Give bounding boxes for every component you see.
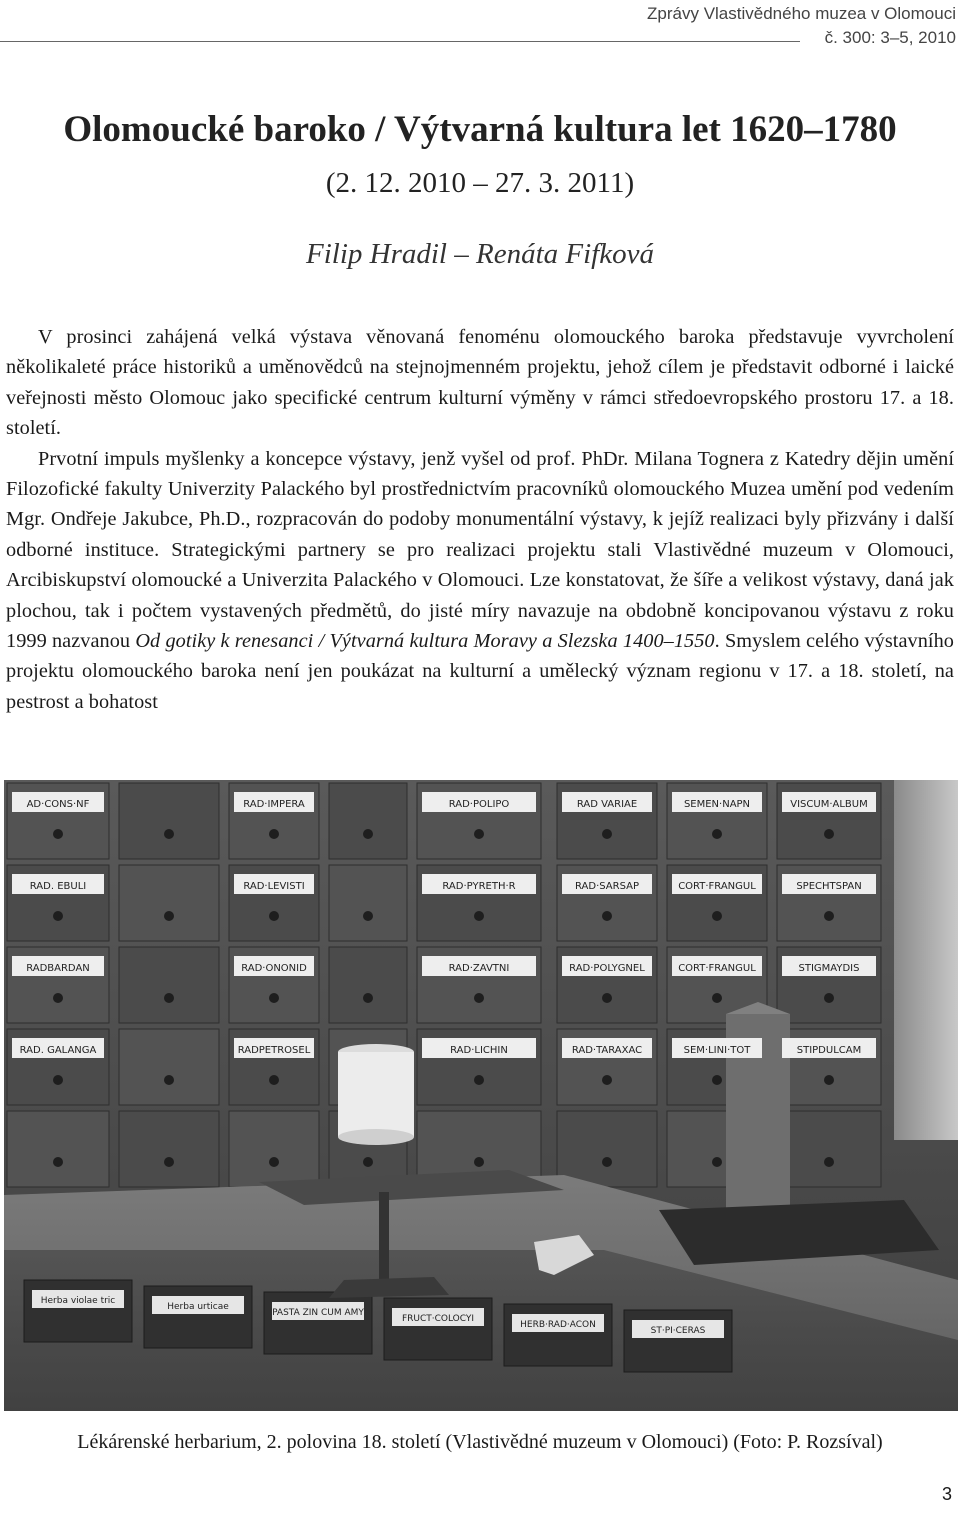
- drawer-knob: [474, 1075, 484, 1085]
- paragraph-2-text-end: . Smyslem celého výstavního projektu olomouckého baroka není jen poukázat na kulturní a umělecký význam regionu v 17. a 18. století, na pestrost a bohatost: [6, 630, 954, 713]
- drawer-knob: [474, 993, 484, 1003]
- drawer-knob: [824, 911, 834, 921]
- drawer-knob: [602, 993, 612, 1003]
- drawer-label: HERB·RAD·ACON: [520, 1320, 596, 1330]
- drawer-knob: [712, 829, 722, 839]
- drawer-knob: [602, 911, 612, 921]
- drawer-knob: [363, 911, 373, 921]
- drawer-knob: [363, 993, 373, 1003]
- drawer-label: STIGMAYDIS: [798, 963, 860, 974]
- drawer-knob: [602, 1075, 612, 1085]
- running-head: [647, 2, 956, 50]
- drawer: [329, 783, 407, 859]
- window-light: [894, 780, 958, 1140]
- drawer-knob: [269, 1075, 279, 1085]
- drawer-label: STIPDULCAM: [796, 1045, 862, 1056]
- counter-drawer: [264, 1292, 372, 1354]
- drawer-knob: [164, 993, 174, 1003]
- drawer-label: PASTA ZIN CUM AMY: [272, 1308, 364, 1318]
- article-body: [6, 322, 954, 717]
- drawer-label: RAD·PYRETH·R: [442, 881, 516, 892]
- header-rule: [0, 41, 800, 42]
- page-number: 3: [941, 1484, 952, 1504]
- counter-drawer: [504, 1304, 612, 1366]
- drawer-label: RAD·POLYGNEL: [569, 963, 645, 974]
- drawer-knob: [824, 829, 834, 839]
- drawer-knob: [164, 911, 174, 921]
- counter-drawer: [24, 1280, 132, 1342]
- drawer-knob: [164, 829, 174, 839]
- drawer-label: RAD·SARSAP: [575, 881, 639, 892]
- drawer: [777, 1111, 881, 1187]
- photo-illustration: [4, 780, 958, 1411]
- drawer: [229, 1111, 319, 1187]
- drawer-knob: [712, 1157, 722, 1167]
- drawer-label: AD·CONS·NF: [26, 799, 90, 810]
- counter-drawer: [624, 1310, 732, 1372]
- drawer: [329, 947, 407, 1023]
- drawer-knob: [602, 1157, 612, 1167]
- drawer-label: RAD. EBULI: [29, 881, 87, 892]
- drawer-knob: [269, 1157, 279, 1167]
- drawer-knob: [269, 911, 279, 921]
- drawer-label: RAD·TARAXAC: [571, 1045, 643, 1056]
- drawer-label: CORT·FRANGUL: [678, 881, 756, 892]
- drawer-label: Herba urticae: [167, 1302, 229, 1312]
- drawer: [7, 1111, 109, 1187]
- drawer-knob: [53, 829, 63, 839]
- drawer-label: CORT·FRANGUL: [678, 963, 756, 974]
- paragraph-2: [6, 444, 954, 718]
- drawer-knob: [474, 829, 484, 839]
- drawer-label: Herba violae tric: [40, 1296, 116, 1306]
- figure-caption: Lékárenské herbarium, 2. polovina 18. století (Vlastivědné muzeum v Olomouci) (Foto: P. Rozsíval): [77, 1431, 883, 1453]
- drawer-knob: [712, 993, 722, 1003]
- drawer-knob: [474, 1157, 484, 1167]
- journal-name: Zprávy Vlastivědného muzea v Olomouci: [647, 4, 956, 23]
- drawer-label: RAD VARIAE: [576, 799, 638, 810]
- drawer-knob: [824, 1075, 834, 1085]
- drawer-label: RAD·LEVISTI: [243, 881, 305, 892]
- drawer-knob: [363, 1157, 373, 1167]
- issue-info: č. 300: 3–5, 2010: [824, 28, 956, 47]
- drawer-label: RADBARDAN: [26, 963, 90, 974]
- drawer-label: SEM·LINI·TOT: [683, 1045, 751, 1056]
- drawer-knob: [53, 911, 63, 921]
- tin-jar: [338, 1044, 414, 1145]
- drawer-knob: [53, 1157, 63, 1167]
- drawer-label: ST·PI·CERAS: [650, 1326, 706, 1336]
- drawer-knob: [53, 1075, 63, 1085]
- drawer: [329, 865, 407, 941]
- drawer-knob: [824, 993, 834, 1003]
- drawer-label: RAD. GALANGA: [19, 1045, 97, 1056]
- drawer-knob: [269, 829, 279, 839]
- drawer-knob: [474, 911, 484, 921]
- drawer-knob: [712, 1075, 722, 1085]
- drawer: [119, 783, 219, 859]
- drawer-knob: [824, 1157, 834, 1167]
- drawer-knob: [602, 829, 612, 839]
- drawer-label: RAD·LICHIN: [450, 1045, 508, 1056]
- drawer-knob: [363, 829, 373, 839]
- drawer-label: SPECHTSPAN: [796, 881, 862, 892]
- drawer-label: FRUCT·COLOCYI: [401, 1314, 475, 1324]
- exhibition-title-italic: Od gotiky k renesanci / Výtvarná kultura Moravy a Slezska 1400–1550: [135, 630, 715, 653]
- drawer-knob: [712, 911, 722, 921]
- article-title: Olomoucké baroko / Výtvarná kultura let 1620–1780: [63, 109, 897, 150]
- drawer-knob: [164, 1075, 174, 1085]
- counter-drawer: [384, 1298, 492, 1360]
- drawer: [119, 1111, 219, 1187]
- counter-drawer: [144, 1286, 252, 1348]
- drawer: [119, 865, 219, 941]
- paragraph-1: V prosinci zahájená velká výstava věnovaná fenoménu olomouckého baroka představuje vyvrcholení několikaleté práce historiků a uměnovědců na stejnojmenném projektu, jehož cílem je představit odborné i laické veřejnosti město Olomouc jako specifické centrum kulturní výměny v rámci středoevropského prostoru 17. a 18. století.: [6, 326, 954, 440]
- drawer: [557, 1111, 657, 1187]
- drawer-label: SEMEN·NAPN: [683, 799, 751, 810]
- article-authors: Filip Hradil – Renáta Fifková: [306, 238, 654, 270]
- drawer-label: RAD·ONONID: [241, 963, 307, 974]
- drawer-knob: [53, 993, 63, 1003]
- drawer-label: RADPETROSEL: [237, 1045, 311, 1056]
- drawer: [119, 1029, 219, 1105]
- drawer-label: RAD·POLIPO: [448, 799, 510, 810]
- drawer-label: RAD·ZAVTNI: [448, 963, 510, 974]
- drawer-knob: [269, 993, 279, 1003]
- pharmacy-herbarium-photo: [4, 780, 958, 1411]
- drawer: [119, 947, 219, 1023]
- drawer-label: RAD·IMPERA: [243, 799, 305, 810]
- drawer-knob: [164, 1157, 174, 1167]
- article-dates: (2. 12. 2010 – 27. 3. 2011): [325, 167, 635, 199]
- drawer-label: VISCUM·ALBUM: [790, 799, 868, 810]
- paragraph-2-text: Prvotní impuls myšlenky a koncepce výstavy, jenž vyšel od prof. PhDr. Milana Tognera z Katedry dějin umění Filozofické fakulty Univerzity Palackého byl prostřednictvím pracovníků olomouckého Muzea umění pod vedením Mgr. Ondřeje Jakubce, Ph.D., rozpracován do podoby monumentální výstavy, k jejíž realizaci byly přizvány i další odborné instituce. Strategickými partnery se pro realizaci projektu stali Vlastivědné muzeum v Olomouci, Arcibiskupství olomoucké a Univerzita Palackého v Olomouci. Lze konstatovat, že šíře a velikost výstavy, daná jak plochou, tak i počtem vystavených předmětů, do jisté míry navazuje na obdobně koncipovanou výstavu z roku 1999 nazvanou: [6, 447, 954, 653]
